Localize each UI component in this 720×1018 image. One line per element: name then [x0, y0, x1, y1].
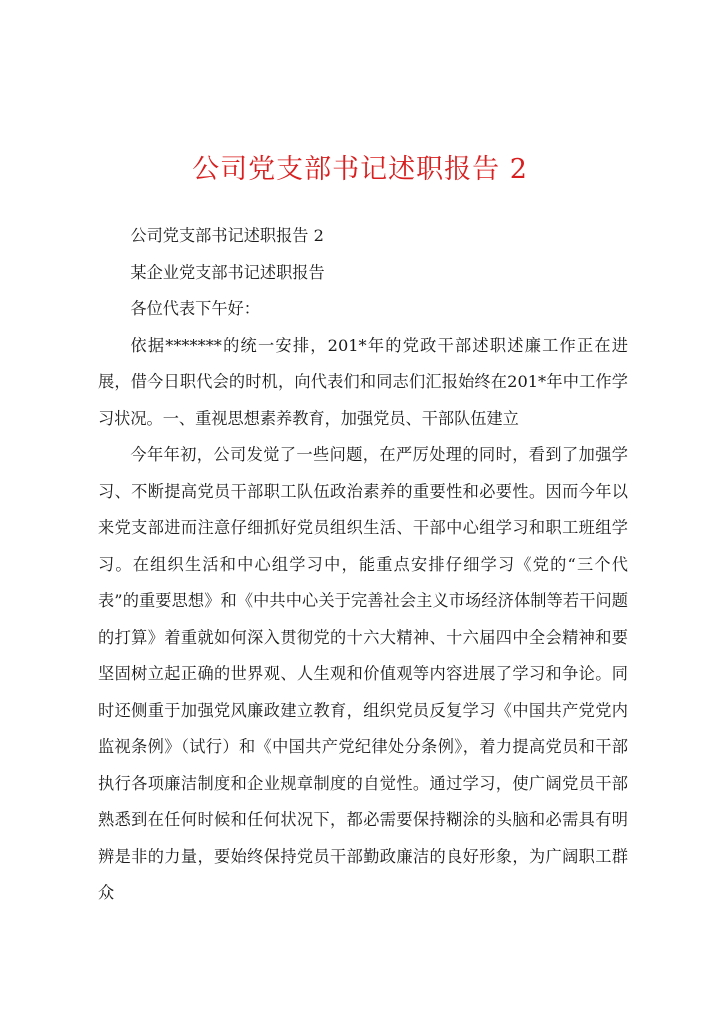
paragraph-intro: 依据*******的统一安排，201*年的党政干部述职述廉工作正在进展，借今日职代会的时机，向代表们和同志们汇报始终在201*年中工作学习状况。一、重视思想素养教育，加强党员、干部队伍建立 — [98, 335, 628, 428]
paragraph-body: 今年年初，公司发觉了一些问题，在严厉处理的同时，看到了加强学习、不断提高党员干部职工队伍政治素养的重要性和必要性。因而今年以来党支部进而注意仔细抓好党员组织生活、干部中心组学习和职工班组学习。在组织生活和中心组学习中，能重点安排仔细学习《党的“三个代表”的重要思想》和《中共中心关于完善社会主义市场经济体制等若干问题的打算》着重就如何深入贯彻党的十六大精神、十六届四中全会精神和要坚固树立起正确的世界观、人生观和价值观等内容进展了学习和争论。同时还侧重于加强党风廉政建立教育，组织党员反复学习《中国共产党党内监视条例》（试行）和《中国共产党纪律处分条例》，着力提高党员和干部执行各项廉洁制度和企业规章制度的自觉性。通过学习，使广阔党员干部熟悉到在任何时候和任何状况下，都必需要保持糊涂的头脑和必需具有明辨是非的力量，要始终保持党员干部勤政廉洁的良好形象，为广阔职工群众 — [98, 445, 628, 902]
paragraph-greeting: 各位代表下午好： — [130, 299, 260, 318]
document-body — [98, 218, 628, 912]
document-title: 公司党支部书记述职报告 2 — [192, 154, 528, 185]
paragraph-subtitle: 某企业党支部书记述职报告 — [130, 262, 325, 282]
paragraph-heading-repeat: 公司党支部书记述职报告 2 — [130, 226, 324, 245]
